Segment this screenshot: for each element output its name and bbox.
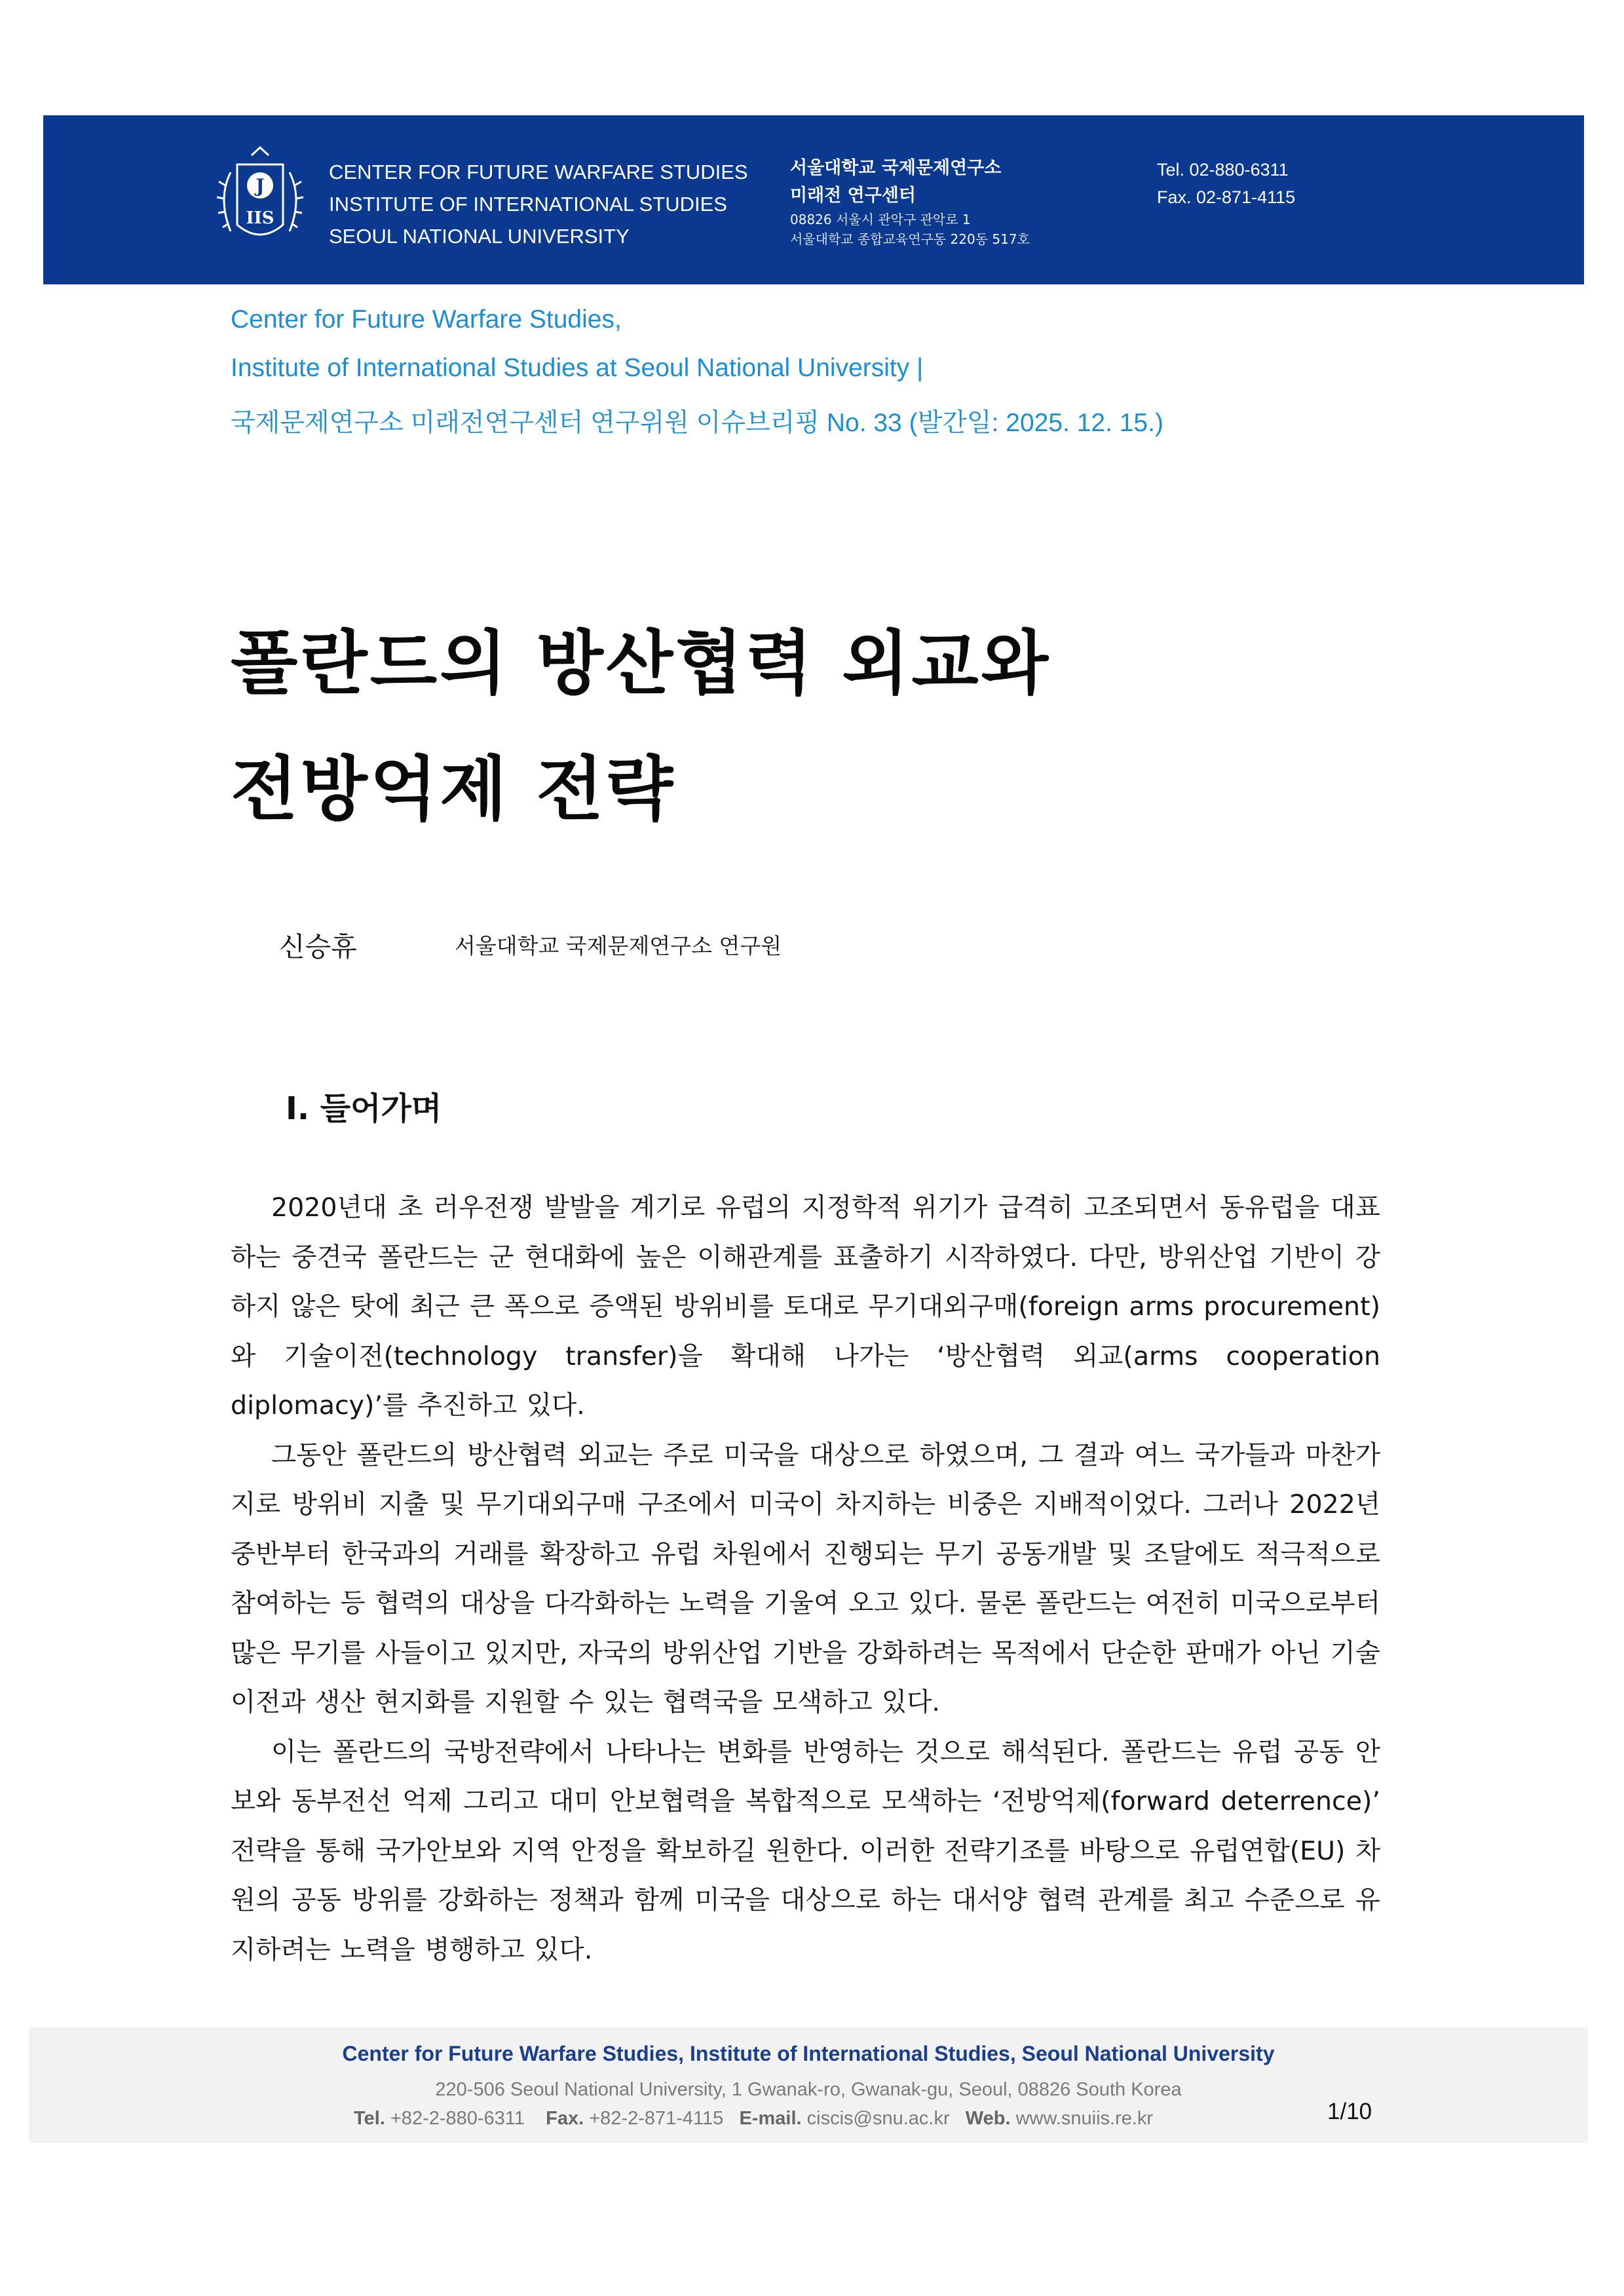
footer-email-label: E-mail. — [739, 2108, 802, 2129]
header-tel: Tel. 02-880-6311 — [1157, 160, 1289, 180]
header-eng-line-3: SEOUL NATIONAL UNIVERSITY — [329, 225, 630, 248]
header-address-line-1: 08826 서울시 관악구 관악로 1 — [790, 212, 971, 227]
footer-web-link[interactable]: www.snuiis.re.kr — [1015, 2108, 1154, 2129]
section-heading: Ⅰ. 들어가며 — [286, 1090, 442, 1127]
page-title-line-1: 폴란드의 방산협력 외교와 — [231, 623, 1051, 704]
publication-line-3: 국제문제연구소 미래전연구센터 연구위원 이슈브리핑 No. 33 (발간일: 2025. 12. 15.) — [231, 409, 1163, 437]
page-number: 1/10 — [1327, 2099, 1372, 2124]
footer-title: Center for Future Warfare Studies, Institute of International Studies, Seoul National University — [342, 2042, 1275, 2065]
paragraph-3: 이는 폴란드의 국방전략에서 나타나는 변화를 반영하는 것으로 해석된다. 폴란드는 유럽 공동 안보와 동부전선 억제 그리고 대미 안보협력을 복합적으로 모색하는 ‘전방억제(forward deterrence)’ 전략을 통해 국가안보와 지역 안정을 확보하길 원한다. 이러한 전략기조를 바탕으로 유럽연합(EU) 차원의 공동 방위를 강화하는 정책과 함께 미국을 대상으로 하는 대서양 협력 관계를 최고 수준으로 유지하려는 노력을 병행하고 있다. — [231, 1736, 1380, 1965]
header-address-line-2: 서울대학교 종합교육연구동 220동 517호 — [790, 231, 1030, 247]
author-affiliation: 서울대학교 국제문제연구소 연구원 — [455, 933, 782, 959]
publication-line-2: Institute of International Studies at Seoul National University | — [231, 354, 924, 382]
footer-address: 220-506 Seoul National University, 1 Gwanak-ro, Gwanak-gu, Seoul, 08826 South Korea — [435, 2079, 1182, 2100]
header-english-lines — [329, 156, 748, 252]
footer-tel-label: Tel. — [354, 2108, 385, 2129]
svg-text:IIS: IIS — [246, 208, 274, 228]
footer-fax: +82-2-871-4115 — [589, 2108, 724, 2129]
footer-web-label: Web. — [965, 2108, 1011, 2129]
page-title-line-2: 전방억제 전략 — [231, 749, 676, 830]
publication-line-1: Center for Future Warfare Studies, — [231, 305, 622, 334]
header-kor-line-1: 서울대학교 국제문제연구소 — [790, 158, 1002, 178]
footer-email-link[interactable]: ciscis@snu.ac.kr — [806, 2108, 950, 2129]
footer-band — [29, 2027, 1588, 2143]
footer-contact — [354, 2108, 1153, 2130]
snu-iis-emblem-icon — [211, 146, 309, 251]
body-text — [231, 1183, 1380, 1975]
footer-fax-label: Fax. — [546, 2108, 584, 2129]
header-eng-line-2: INSTITUTE OF INTERNATIONAL STUDIES — [329, 193, 727, 216]
paragraph-2: 그동안 폴란드의 방산협력 외교는 주로 미국을 대상으로 하였으며, 그 결과 여느 국가들과 마찬가지로 방위비 지출 및 무기대외구매 구조에서 미국이 차지하는 비중은 지배적이었다. 그러나 2022년 중반부터 한국과의 거래를 확장하고 유럽 차원에서 진행되는 무기 공동개발 및 조달에도 적극적으로 참여하는 등 협력의 대상을 다각화하는 노력을 기울여 오고 있다. 물론 폴란드는 여전히 미국으로부터 많은 무기를 사들이고 있지만, 자국의 방위산업 기반을 강화하려는 목적에서 단순한 판매가 아닌 기술이전과 생산 현지화를 지원할 수 있는 협력국을 모색하고 있다. — [231, 1440, 1380, 1717]
svg-text:J: J — [255, 175, 265, 197]
header-kor-line-2: 미래전 연구센터 — [790, 185, 916, 206]
footer-tel: +82-2-880-6311 — [390, 2108, 525, 2129]
header-korean-block — [790, 155, 1030, 249]
header-contact — [1157, 156, 1295, 211]
author-name: 신승휴 — [279, 931, 357, 963]
paragraph-1: 2020년대 초 러우전쟁 발발을 계기로 유럽의 지정학적 위기가 급격히 고조되면서 동유럽을 대표하는 중견국 폴란드는 군 현대화에 높은 이해관계를 표출하기 시작하였다. 다만, 방위산업 기반이 강하지 않은 탓에 최근 큰 폭으로 증액된 방위비를 토대로 무기대외구매(foreign arms procurement)와 기술이전(technology transfer)을 확대해 나가는 ‘방산협력 외교(arms cooperation diplomacy)’를 추진하고 있다. — [231, 1193, 1381, 1421]
header-fax: Fax. 02-871-4115 — [1157, 187, 1296, 207]
header-eng-line-1: CENTER FOR FUTURE WARFARE STUDIES — [329, 161, 748, 183]
